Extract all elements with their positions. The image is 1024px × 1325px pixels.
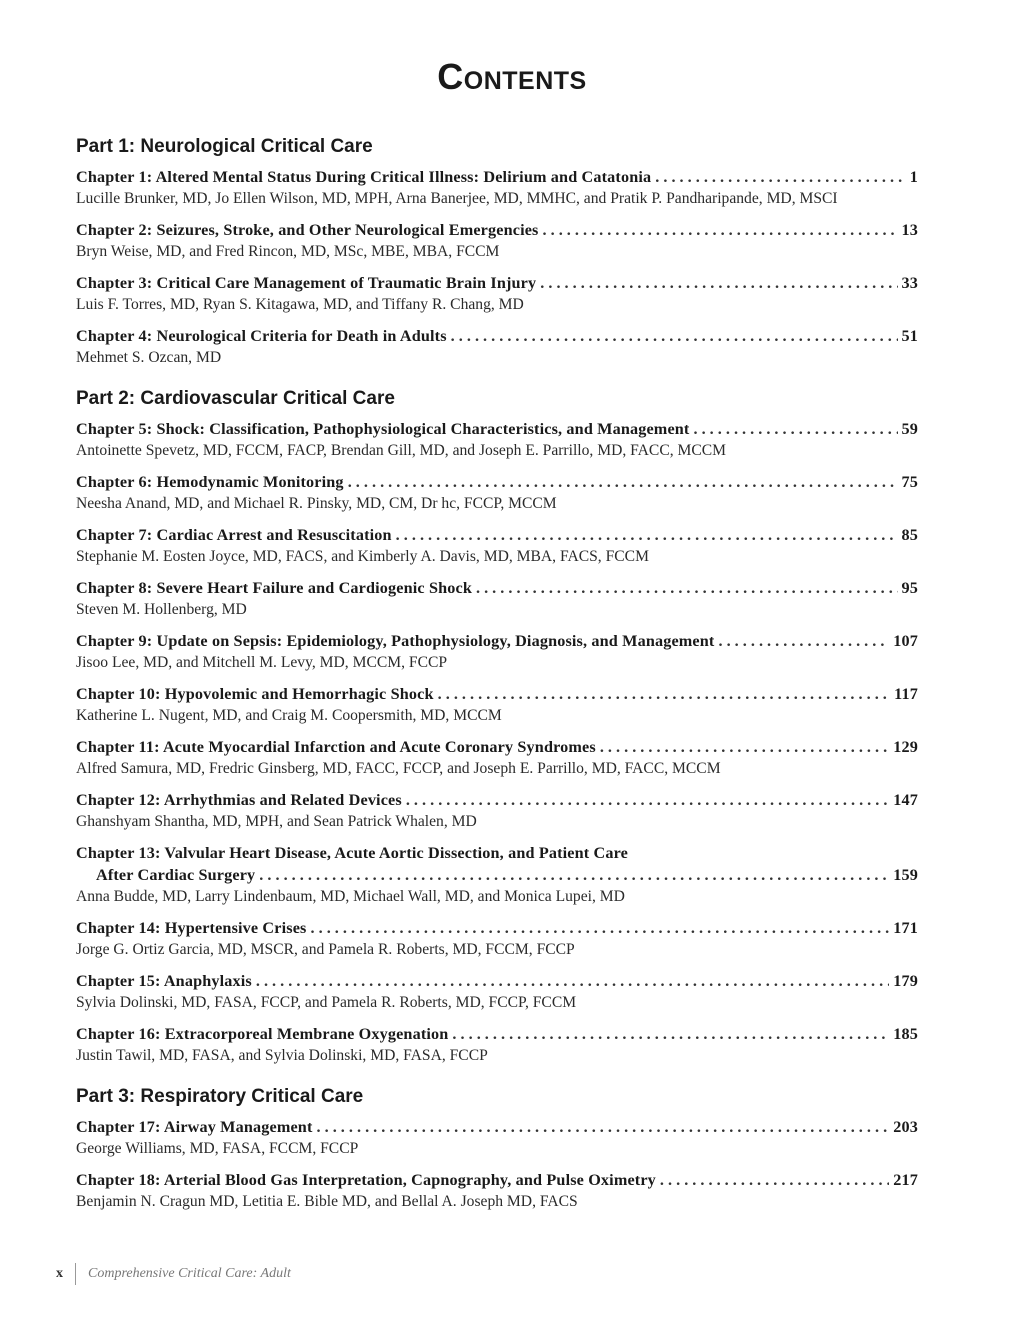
- toc-entry[interactable]: [76, 272, 918, 315]
- chapter-authors: Neesha Anand, MD, and Michael R. Pinsky, MD, CM, Dr hc, FCCP, MCCM: [76, 495, 557, 512]
- running-book-title: Comprehensive Critical Care: Adult: [88, 1266, 291, 1281]
- chapter-authors: Benjamin N. Cragun MD, Letitia E. Bible MD, and Bellal A. Joseph MD, FACS: [76, 1193, 578, 1210]
- chapter-authors: Anna Budde, MD, Larry Lindenbaum, MD, Michael Wall, MD, and Monica Lupei, MD: [76, 888, 625, 905]
- chapter-authors: George Williams, MD, FASA, FCCM, FCCP: [76, 1140, 359, 1157]
- chapter-page-number: 171: [893, 919, 918, 937]
- chapter-title: Chapter 7: Cardiac Arrest and Resuscitation: [76, 526, 392, 544]
- chapter-page-number: 185: [893, 1025, 918, 1043]
- chapter-page-number: 59: [901, 420, 918, 438]
- page-title: Contents: [437, 56, 587, 97]
- dot-leader: [396, 524, 898, 546]
- table-of-contents: [76, 134, 918, 1230]
- chapter-line: [76, 917, 918, 939]
- toc-entry[interactable]: [76, 577, 918, 620]
- toc-entry[interactable]: [76, 325, 918, 368]
- chapter-page-number: 203: [893, 1118, 918, 1136]
- dot-leader: [718, 630, 889, 652]
- dot-leader: [438, 683, 891, 705]
- chapter-line: [76, 864, 918, 886]
- chapter-page-number: 33: [901, 274, 918, 292]
- chapter-page-number: 129: [893, 738, 918, 756]
- chapter-line: [76, 736, 918, 758]
- toc-entry[interactable]: [76, 683, 918, 726]
- chapter-page-number: 13: [901, 221, 918, 239]
- dot-leader: [655, 166, 906, 188]
- chapter-authors: Lucille Brunker, MD, Jo Ellen Wilson, MD, MPH, Arna Banerjee, MD, MMHC, and Pratik P. Pandharipande, MD, MSCI: [76, 190, 838, 207]
- dot-leader: [451, 325, 898, 347]
- footer-divider: [75, 1263, 76, 1285]
- chapter-page-number: 107: [893, 632, 918, 650]
- chapter-authors: Steven M. Hollenberg, MD: [76, 601, 247, 618]
- chapter-authors: Stephanie M. Eosten Joyce, MD, FACS, and Kimberly A. Davis, MD, MBA, FACS, FCCM: [76, 548, 649, 565]
- dot-leader: [476, 577, 898, 599]
- chapter-page-number: 1: [909, 168, 918, 186]
- chapter-title: After Cardiac Surgery: [96, 866, 256, 884]
- chapter-line: [76, 325, 918, 347]
- chapter-line: [76, 219, 918, 241]
- part-entries: [76, 418, 918, 1066]
- toc-entry[interactable]: [76, 736, 918, 779]
- chapter-line: [76, 577, 918, 599]
- chapter-authors: Jorge G. Ortiz Garcia, MD, MSCR, and Pamela R. Roberts, MD, FCCM, FCCP: [76, 941, 575, 958]
- chapter-authors: Bryn Weise, MD, and Fred Rincon, MD, MSc, MBE, MBA, FCCM: [76, 243, 500, 260]
- chapter-title: Chapter 11: Acute Myocardial Infarction and Acute Coronary Syndromes: [76, 738, 596, 756]
- dot-leader: [348, 471, 898, 493]
- dot-leader: [600, 736, 889, 758]
- chapter-line: [76, 1116, 918, 1138]
- toc-entry[interactable]: [76, 524, 918, 567]
- dot-leader: [317, 1116, 890, 1138]
- part-heading: Part 3: Respiratory Critical Care: [76, 1086, 364, 1107]
- chapter-page-number: 117: [894, 685, 918, 703]
- chapter-title: Chapter 15: Anaphylaxis: [76, 972, 252, 990]
- chapter-title: Chapter 10: Hypovolemic and Hemorrhagic Shock: [76, 685, 434, 703]
- chapter-authors: Sylvia Dolinski, MD, FASA, FCCP, and Pamela R. Roberts, MD, FCCP, FCCM: [76, 994, 577, 1011]
- chapter-line: [76, 272, 918, 294]
- chapter-authors: Katherine L. Nugent, MD, and Craig M. Coopersmith, MD, MCCM: [76, 707, 502, 724]
- chapter-line: [76, 418, 918, 440]
- chapter-title: Chapter 9: Update on Sepsis: Epidemiology, Pathophysiology, Diagnosis, and Management: [76, 632, 715, 650]
- toc-entry[interactable]: [76, 1169, 918, 1212]
- toc-entry[interactable]: [76, 970, 918, 1013]
- toc-entry[interactable]: [76, 917, 918, 960]
- chapter-authors: Jisoo Lee, MD, and Mitchell M. Levy, MD, MCCM, FCCP: [76, 654, 448, 671]
- chapter-page-number: 75: [901, 473, 918, 491]
- part-entries: [76, 1116, 918, 1212]
- page-number: x: [56, 1266, 63, 1281]
- chapter-page-number: 159: [893, 866, 918, 884]
- chapter-title: Chapter 4: Neurological Criteria for Death in Adults: [76, 327, 447, 345]
- dot-leader: [256, 970, 889, 992]
- chapter-authors: Alfred Samura, MD, Fredric Ginsberg, MD, FACC, FCCP, and Joseph E. Parrillo, MD, FACC, MCCM: [76, 760, 721, 777]
- dot-leader: [311, 917, 890, 939]
- chapter-title: Chapter 6: Hemodynamic Monitoring: [76, 473, 344, 491]
- chapter-line: [76, 166, 918, 188]
- chapter-authors: Ghanshyam Shantha, MD, MPH, and Sean Patrick Whalen, MD: [76, 813, 477, 830]
- chapter-page-number: 217: [893, 1171, 918, 1189]
- chapter-line: [76, 1169, 918, 1191]
- chapter-title: Chapter 12: Arrhythmias and Related Devices: [76, 791, 402, 809]
- dot-leader: [693, 418, 897, 440]
- dot-leader: [259, 864, 889, 886]
- toc-entry[interactable]: [76, 789, 918, 832]
- chapter-page-number: 147: [893, 791, 918, 809]
- chapter-line: [76, 683, 918, 705]
- part-heading: Part 2: Cardiovascular Critical Care: [76, 388, 395, 409]
- chapter-page-number: 51: [901, 327, 918, 345]
- page-footer: [56, 1262, 291, 1286]
- chapter-title: Chapter 18: Arterial Blood Gas Interpretation, Capnography, and Pulse Oximetry: [76, 1171, 656, 1189]
- dot-leader: [540, 272, 897, 294]
- dot-leader: [406, 789, 889, 811]
- toc-entry[interactable]: [76, 1023, 918, 1066]
- chapter-title: Chapter 2: Seizures, Stroke, and Other Neurological Emergencies: [76, 221, 539, 239]
- chapter-page-number: 85: [901, 526, 918, 544]
- chapter-title: Chapter 5: Shock: Classification, Pathophysiological Characteristics, and Management: [76, 420, 690, 438]
- chapter-authors: Justin Tawil, MD, FASA, and Sylvia Dolinski, MD, FASA, FCCP: [76, 1047, 488, 1064]
- chapter-line: [76, 1023, 918, 1045]
- part-entries: [76, 166, 918, 368]
- chapter-title: Chapter 1: Altered Mental Status During Critical Illness: Delirium and Catatonia: [76, 168, 652, 186]
- chapter-authors: Mehmet S. Ozcan, MD: [76, 349, 222, 366]
- chapter-page-number: 95: [901, 579, 918, 597]
- dot-leader: [660, 1169, 889, 1191]
- toc-entry[interactable]: [76, 418, 918, 461]
- part-heading: Part 1: Neurological Critical Care: [76, 136, 373, 157]
- chapter-line: [76, 524, 918, 546]
- toc-entry[interactable]: [76, 471, 918, 514]
- chapter-title-line1: Chapter 13: Valvular Heart Disease, Acute Aortic Dissection, and Patient Care: [76, 844, 628, 862]
- dot-leader: [452, 1023, 889, 1045]
- chapter-line: [76, 789, 918, 811]
- chapter-line: [76, 471, 918, 493]
- chapter-title: Chapter 14: Hypertensive Crises: [76, 919, 307, 937]
- chapter-authors: Luis F. Torres, MD, Ryan S. Kitagawa, MD, and Tiffany R. Chang, MD: [76, 296, 524, 313]
- toc-entry[interactable]: [76, 219, 918, 262]
- chapter-title: Chapter 8: Severe Heart Failure and Cardiogenic Shock: [76, 579, 472, 597]
- dot-leader: [543, 219, 898, 241]
- chapter-title: Chapter 17: Airway Management: [76, 1118, 313, 1136]
- toc-entry[interactable]: [76, 630, 918, 673]
- toc-entry[interactable]: [76, 166, 918, 209]
- chapter-title: Chapter 3: Critical Care Management of Traumatic Brain Injury: [76, 274, 537, 292]
- chapter-authors: Antoinette Spevetz, MD, FCCM, FACP, Brendan Gill, MD, and Joseph E. Parrillo, MD, FACC, MCCM: [76, 442, 727, 459]
- chapter-line: [76, 630, 918, 652]
- chapter-line: [76, 970, 918, 992]
- chapter-title: Chapter 16: Extracorporeal Membrane Oxygenation: [76, 1025, 449, 1043]
- chapter-page-number: 179: [893, 972, 918, 990]
- toc-entry[interactable]: [76, 1116, 918, 1159]
- toc-entry[interactable]: [76, 842, 918, 907]
